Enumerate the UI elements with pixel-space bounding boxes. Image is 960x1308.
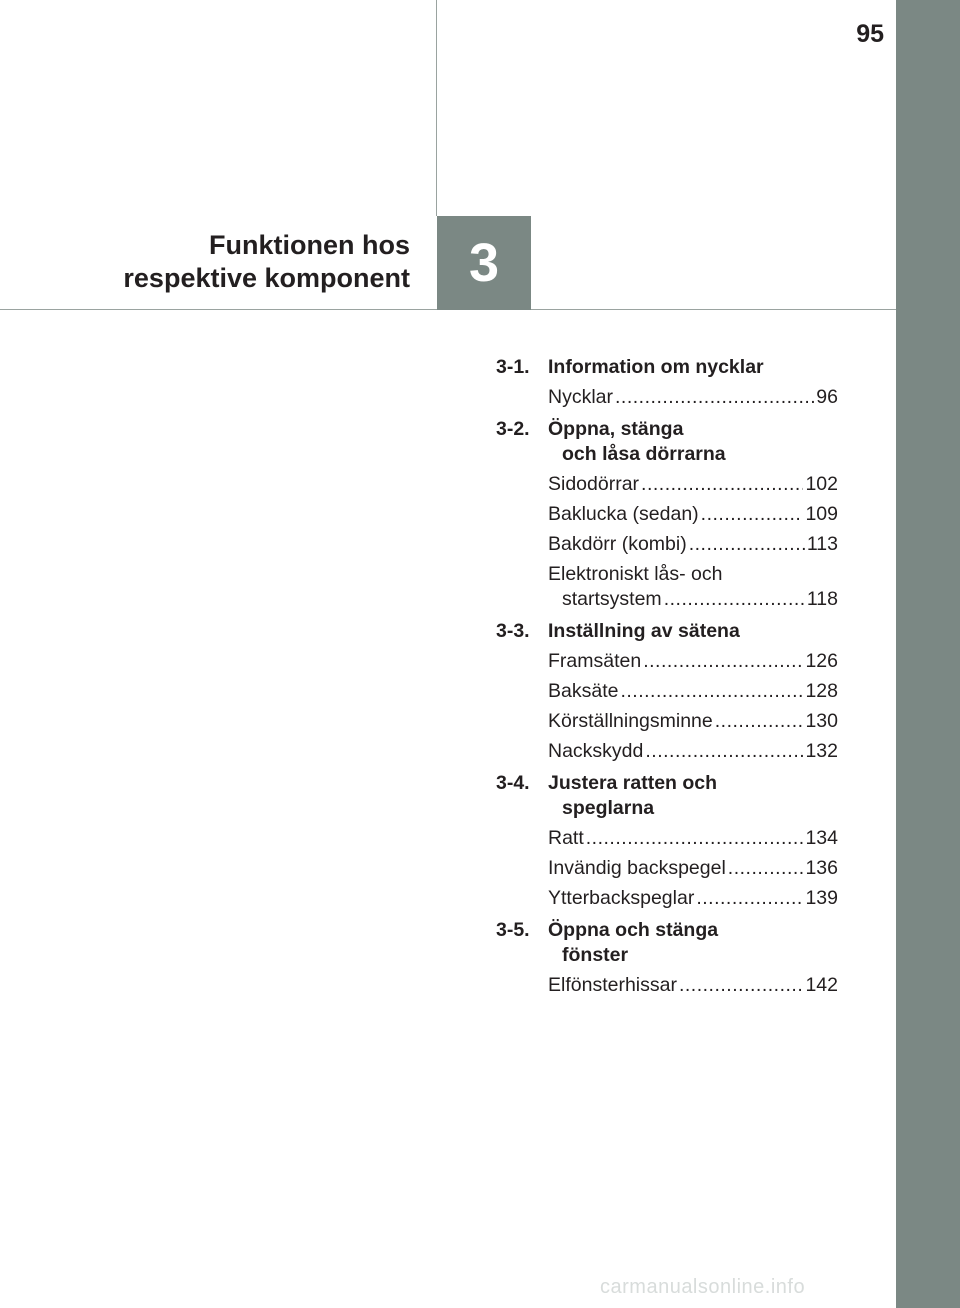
- toc-section-3-2[interactable]: [496, 417, 838, 467]
- entry-label: Nycklar: [548, 386, 614, 408]
- dot-leader: [620, 679, 803, 704]
- toc-section-3-5[interactable]: [496, 918, 838, 968]
- section-title-line1: Öppna, stänga: [548, 418, 684, 440]
- section-number: 3-1.: [496, 356, 530, 378]
- entry-page: 142: [805, 974, 838, 996]
- section-number: 3-2.: [496, 418, 530, 440]
- dot-leader: [701, 502, 804, 527]
- dot-leader: [715, 709, 804, 734]
- entry-label: Baksäte: [548, 680, 619, 702]
- table-of-contents: [496, 355, 838, 1003]
- toc-entry[interactable]: [496, 562, 838, 612]
- toc-entry[interactable]: [496, 709, 838, 734]
- entry-label: Ytterbackspeglar: [548, 887, 695, 909]
- chapter-side-tab: [896, 0, 960, 1308]
- toc-entry[interactable]: [496, 679, 838, 704]
- entry-page: 109: [805, 503, 838, 525]
- entry-page: 128: [805, 680, 838, 702]
- dot-leader: [643, 649, 803, 674]
- chapter-title-line1: Funktionen hos: [209, 230, 410, 260]
- entry-label: startsystem: [562, 588, 662, 610]
- toc-entry[interactable]: [496, 739, 838, 764]
- dot-leader: [679, 973, 803, 998]
- entry-label: Invändig backspegel: [548, 857, 726, 879]
- section-title: [548, 918, 838, 968]
- entry-label: Nackskydd: [548, 740, 644, 762]
- dot-leader: [696, 886, 803, 911]
- section-number: 3-3.: [496, 620, 530, 642]
- chapter-number-box: [437, 216, 531, 310]
- dot-leader: [615, 385, 814, 410]
- section-title-line2: fönster: [562, 944, 629, 966]
- toc-entry[interactable]: [496, 856, 838, 881]
- section-title: [548, 771, 838, 821]
- section-number: 3-5.: [496, 919, 530, 941]
- dot-leader: [728, 856, 804, 881]
- entry-page: 118: [806, 588, 838, 610]
- section-title: Information om nycklar: [548, 356, 764, 378]
- entry-page: 136: [805, 857, 838, 879]
- section-title-line1: Öppna och stänga: [548, 919, 719, 941]
- entry-label-line1: Elektroniskt lås- och: [548, 563, 723, 585]
- section-title: [548, 417, 838, 467]
- dot-leader: [641, 472, 803, 497]
- toc-section-3-1[interactable]: [496, 355, 838, 380]
- section-title-line2: och låsa dörrarna: [562, 443, 726, 465]
- entry-page: 113: [806, 533, 838, 555]
- chapter-number: 3: [468, 233, 500, 293]
- entry-label: Elfönsterhissar: [548, 974, 677, 996]
- entry-page: 126: [805, 650, 838, 672]
- section-title-line2: speglarna: [562, 797, 655, 819]
- toc-entry[interactable]: [496, 472, 838, 497]
- dot-leader: [586, 826, 804, 851]
- entry-label: Baklucka (sedan): [548, 503, 699, 525]
- toc-entry[interactable]: [496, 826, 838, 851]
- entry-page: 96: [816, 386, 838, 408]
- watermark: carmanualsonline.info: [600, 1276, 806, 1298]
- entry-label: Bakdörr (kombi): [548, 533, 687, 555]
- toc-section-3-4[interactable]: [496, 771, 838, 821]
- entry-label: Framsäten: [548, 650, 642, 672]
- section-title-line1: Justera ratten och: [548, 772, 718, 794]
- chapter-title-line2: respektive komponent: [123, 263, 410, 293]
- toc-entry[interactable]: [496, 973, 838, 998]
- entry-label: Körställningsminne: [548, 710, 713, 732]
- dot-leader: [664, 587, 805, 612]
- section-title: Inställning av sätena: [548, 620, 740, 642]
- entry-page: 130: [805, 710, 838, 732]
- toc-entry[interactable]: [496, 502, 838, 527]
- vertical-rule: [436, 0, 437, 216]
- chapter-title: [123, 229, 410, 295]
- page-number: 95: [856, 20, 884, 48]
- section-number: 3-4.: [496, 772, 530, 794]
- entry-page: 139: [805, 887, 838, 909]
- entry-label: Sidodörrar: [548, 473, 640, 495]
- dot-leader: [689, 532, 805, 557]
- toc-entry[interactable]: [496, 385, 838, 410]
- entry-label: Ratt: [548, 827, 584, 849]
- toc-section-3-3[interactable]: [496, 619, 838, 644]
- toc-entry[interactable]: [496, 532, 838, 557]
- entry-page: 102: [805, 473, 838, 495]
- dot-leader: [645, 739, 803, 764]
- toc-entry[interactable]: [496, 886, 838, 911]
- entry-page: 132: [805, 740, 838, 762]
- toc-entry[interactable]: [496, 649, 838, 674]
- entry-page: 134: [805, 827, 838, 849]
